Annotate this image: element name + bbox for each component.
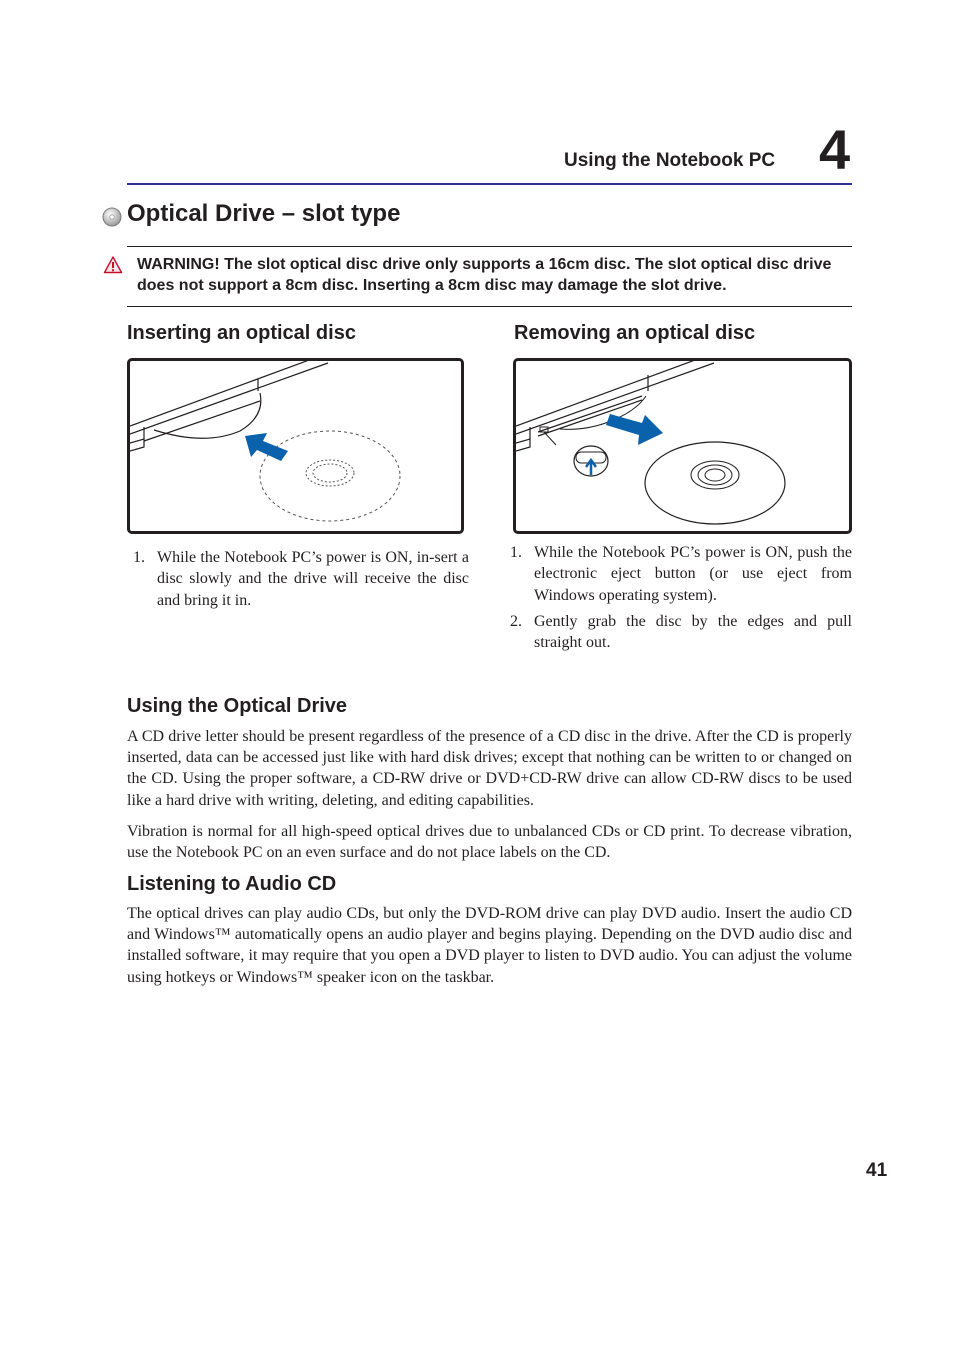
listening-paragraph-1: The optical drives can play audio CDs, but only the DVD-ROM drive can play DVD audio. Insert the audio CD and Windows™ automatically opens an audio player and begins playing. Depending on the DVD audio disc and installed software, it may require that you open a DVD player to listen to DVD audio. You can adjust the volume using hotkeys or Windows™ speaker icon on the taskbar. (127, 905, 852, 986)
warning-rule-bottom (127, 306, 852, 307)
step-text: Gently grab the disc by the edges and pull straight out. (534, 613, 852, 652)
step-text: While the Notebook PC’s power is ON, push the electronic eject button (or use eject from Windows operating system). (534, 544, 852, 604)
remove-disc-illustration (513, 358, 852, 534)
step-number: 1. (510, 544, 522, 561)
removing-step-2 (510, 611, 852, 654)
page-number: 41 (866, 1160, 888, 1181)
step-number: 1. (133, 549, 145, 566)
warning-text: WARNING! The slot optical disc drive only supports a 16cm disc. The slot optical disc drive does not support a 8cm disc. Inserting a 8cm disc may damage the slot drive. (137, 256, 832, 294)
step-number: 2. (510, 613, 522, 630)
step-text: While the Notebook PC’s power is ON, in-sert a disc slowly and the drive will receive the disc and bring it in. (157, 549, 469, 609)
header-rule (127, 183, 852, 185)
removing-heading: Removing an optical disc (514, 322, 756, 344)
disc-bullet-icon (102, 207, 122, 227)
removing-step-1 (510, 542, 852, 606)
chapter-title: Using the Notebook PC (564, 150, 776, 171)
insert-disc-illustration (127, 358, 464, 534)
section-title: Optical Drive – slot type (127, 200, 401, 227)
warning-rule-top (127, 246, 852, 247)
warning-triangle-icon (103, 255, 123, 275)
inserting-heading: Inserting an optical disc (127, 322, 356, 344)
inserting-step-1 (133, 547, 469, 611)
using-heading: Using the Optical Drive (127, 695, 348, 717)
using-paragraph-1: A CD drive letter should be present regardless of the presence of a CD disc in the drive. After the CD is properly inserted, data can be accessed just like with hard disk drives; except that nothing can be written to or changed on the CD. Using the proper software, a CD-RW drive or DVD+CD-RW drive can allow CD-RW discs to be used like a hard drive with writing, deleting, and editing capabilities. (127, 728, 852, 809)
chapter-number: 4 (819, 118, 851, 181)
using-paragraph-2: Vibration is normal for all high-speed optical drives due to unbalanced CDs or CD print. To decrease vibration, use the Notebook PC on an even surface and do not place labels on the CD. (127, 823, 852, 862)
listening-heading: Listening to Audio CD (127, 873, 337, 895)
